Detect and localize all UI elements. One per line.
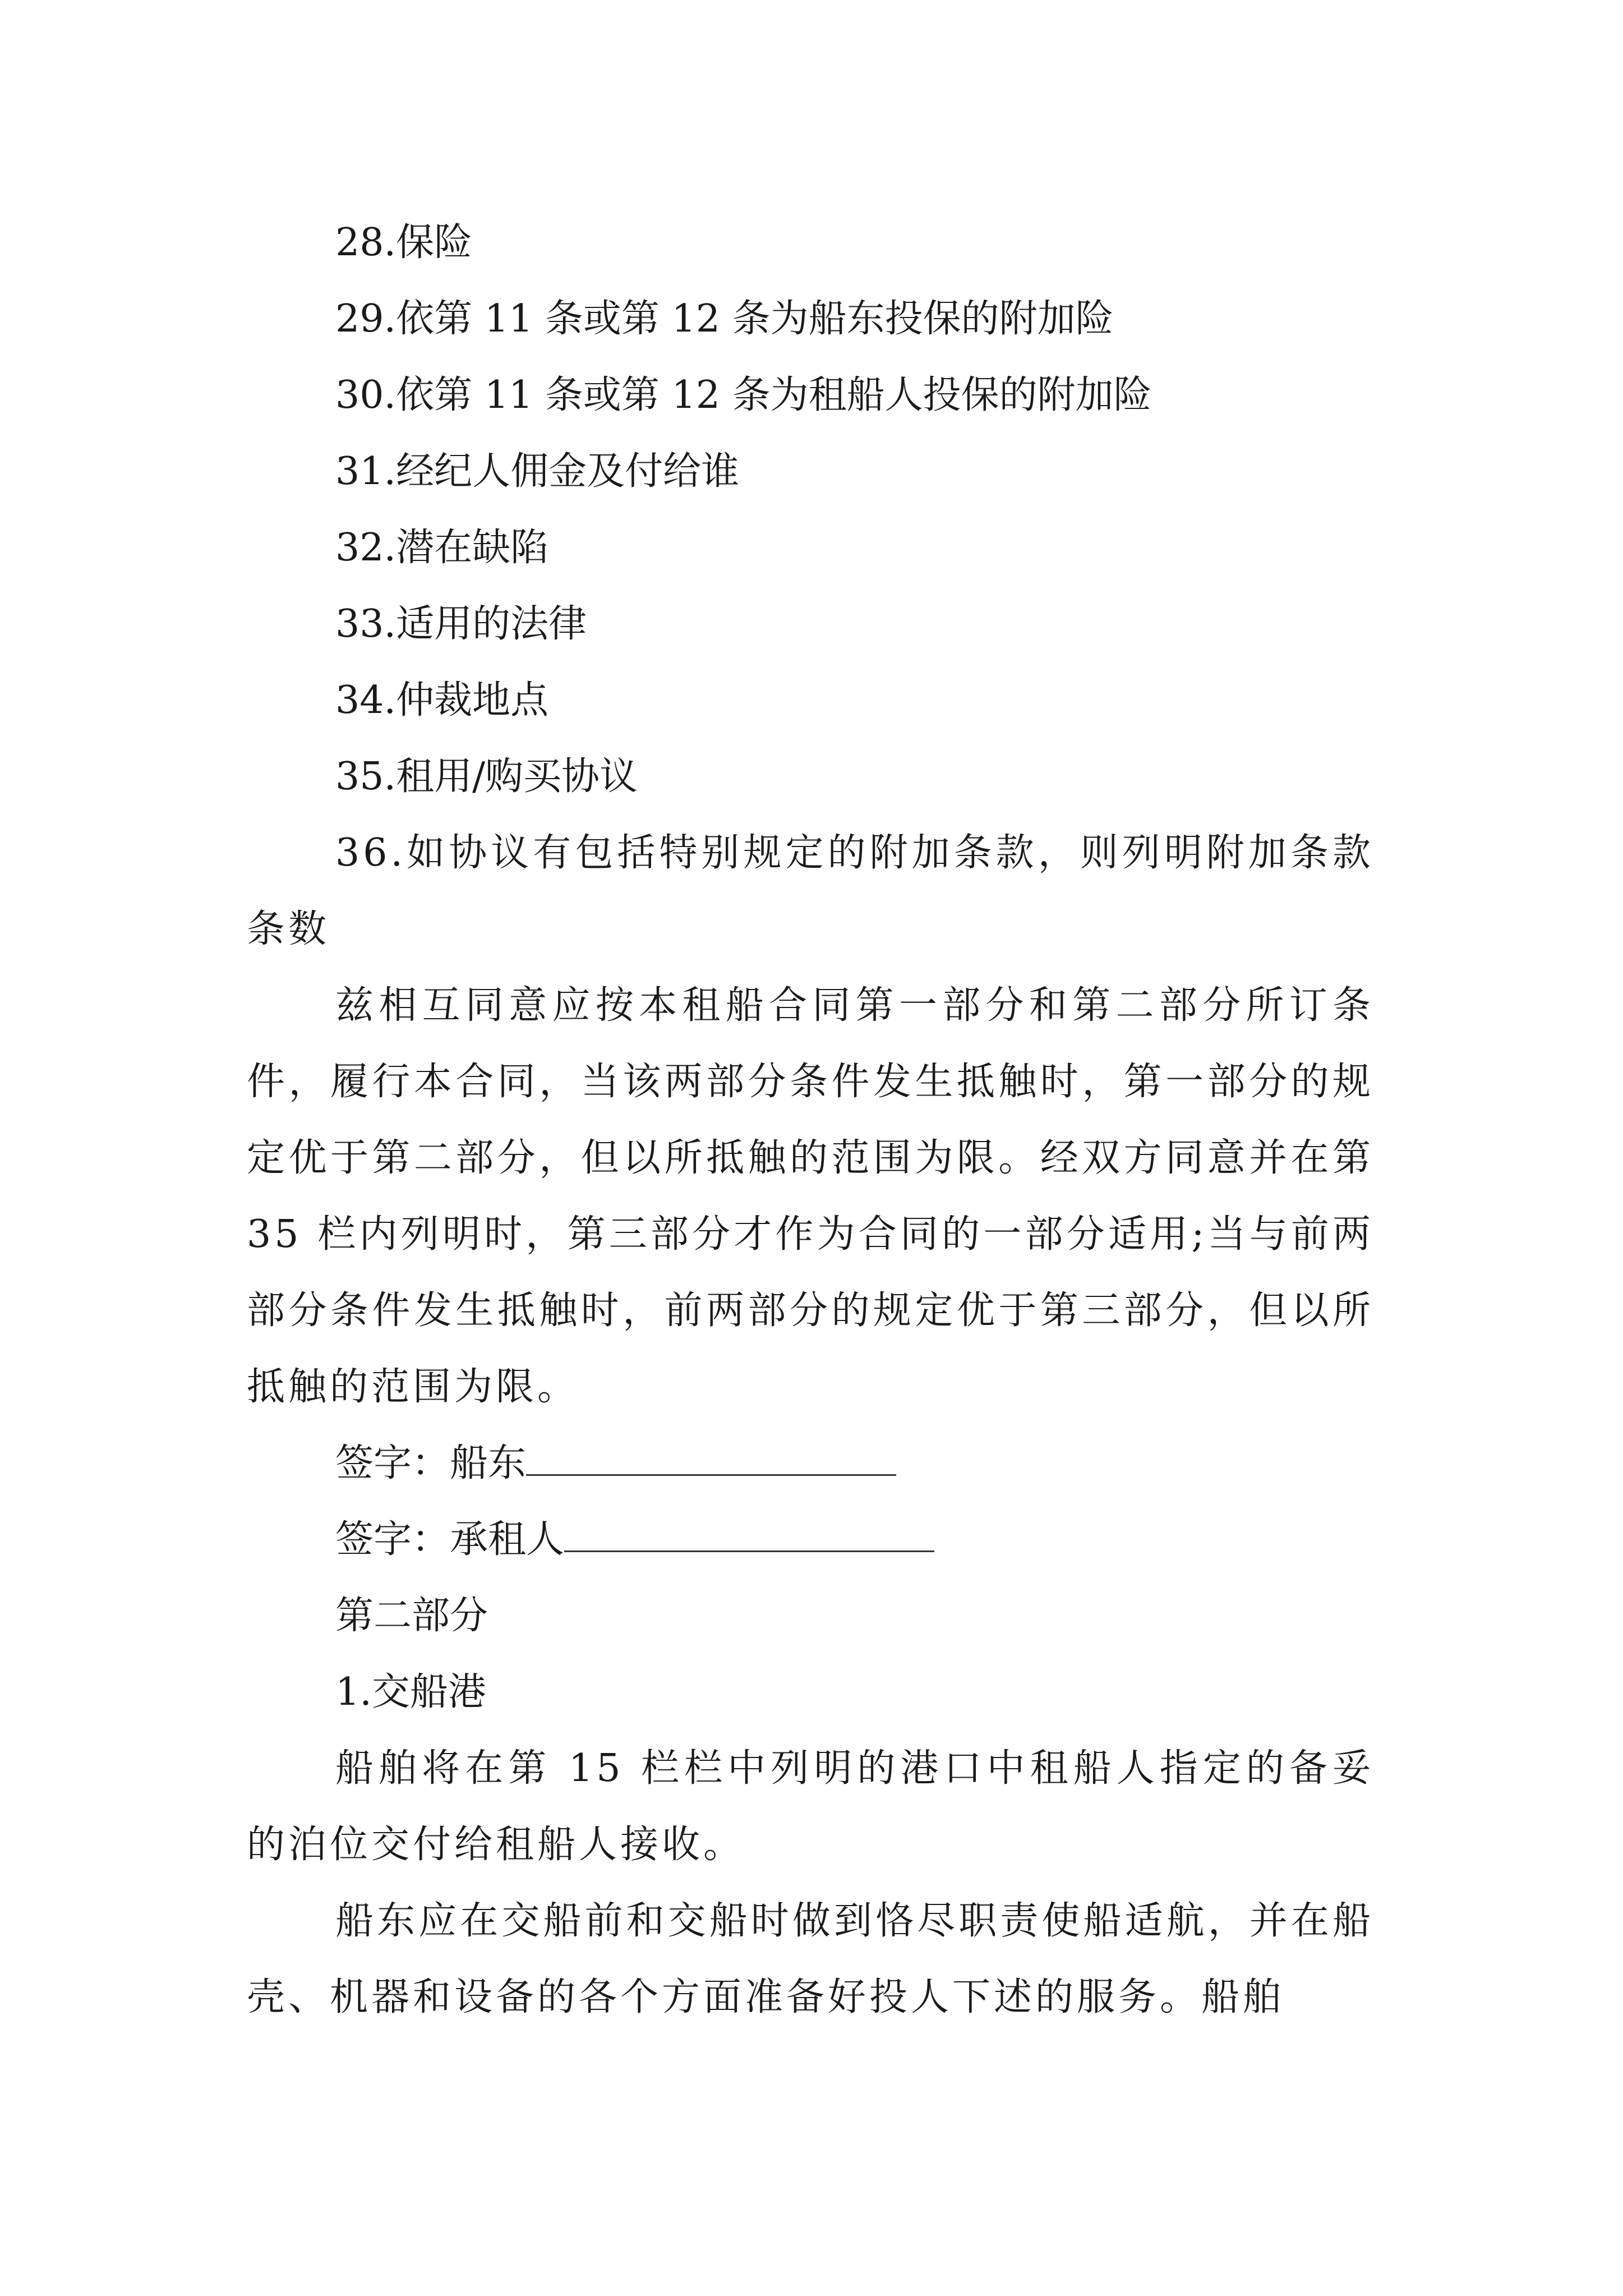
list-item-36: 36.如协议有包括特别规定的附加条款，则列明附加条款条数 [247,831,1374,951]
signature-owner-line [526,1441,896,1476]
clause-1-title: 1.交船港 [335,1670,486,1714]
list-item: 35.租用/购买协议 [335,754,638,799]
signature-owner-row [247,1425,1374,1502]
agreement-paragraph: 兹相互同意应按本租船合同第一部分和第二部分所订条件，履行本合同，当该两部分条件发生抵触时，第一部分的规定优于第二部分，但以所抵触的范围为限。经双方同意并在第 35 栏内列明时，第三部分才作为合同的一部分适用;当与前两部分条件发生抵触时，前两部分的规定优于第三部分，但以所抵触的范围为限。 [247,983,1374,1409]
signature-charterer-line [564,1517,934,1552]
document-body [247,205,1374,2036]
signature-owner-label: 签字：船东 [335,1441,527,1485]
list-item: 32.潜在缺陷 [335,526,549,570]
list-item: 28.保险 [335,220,473,265]
list-item: 33.适用的法律 [335,602,587,646]
list-item: 34.仲裁地点 [335,678,549,723]
list-item: 31.经纪人佣金及付给谁 [335,449,740,494]
clause-1-paragraph-1: 船舶将在第 15 栏栏中列明的港口中租船人指定的备妥的泊位交付给租船人接收。 [247,1746,1374,1867]
clause-1-paragraph-2: 船东应在交船前和交船时做到恪尽职责使船适航，并在船壳、机器和设备的各个方面准备好投人下述的服务。船舶 [247,1899,1374,2019]
list-item: 30.依第 11 条或第 12 条为租船人投保的附加险 [335,373,1152,417]
signature-charterer-label: 签字：承租人 [335,1517,565,1562]
part-two-heading: 第二部分 [335,1594,488,1638]
list-item: 29.依第 11 条或第 12 条为船东投保的附加险 [335,297,1114,341]
signature-charterer-row [247,1502,1374,1578]
